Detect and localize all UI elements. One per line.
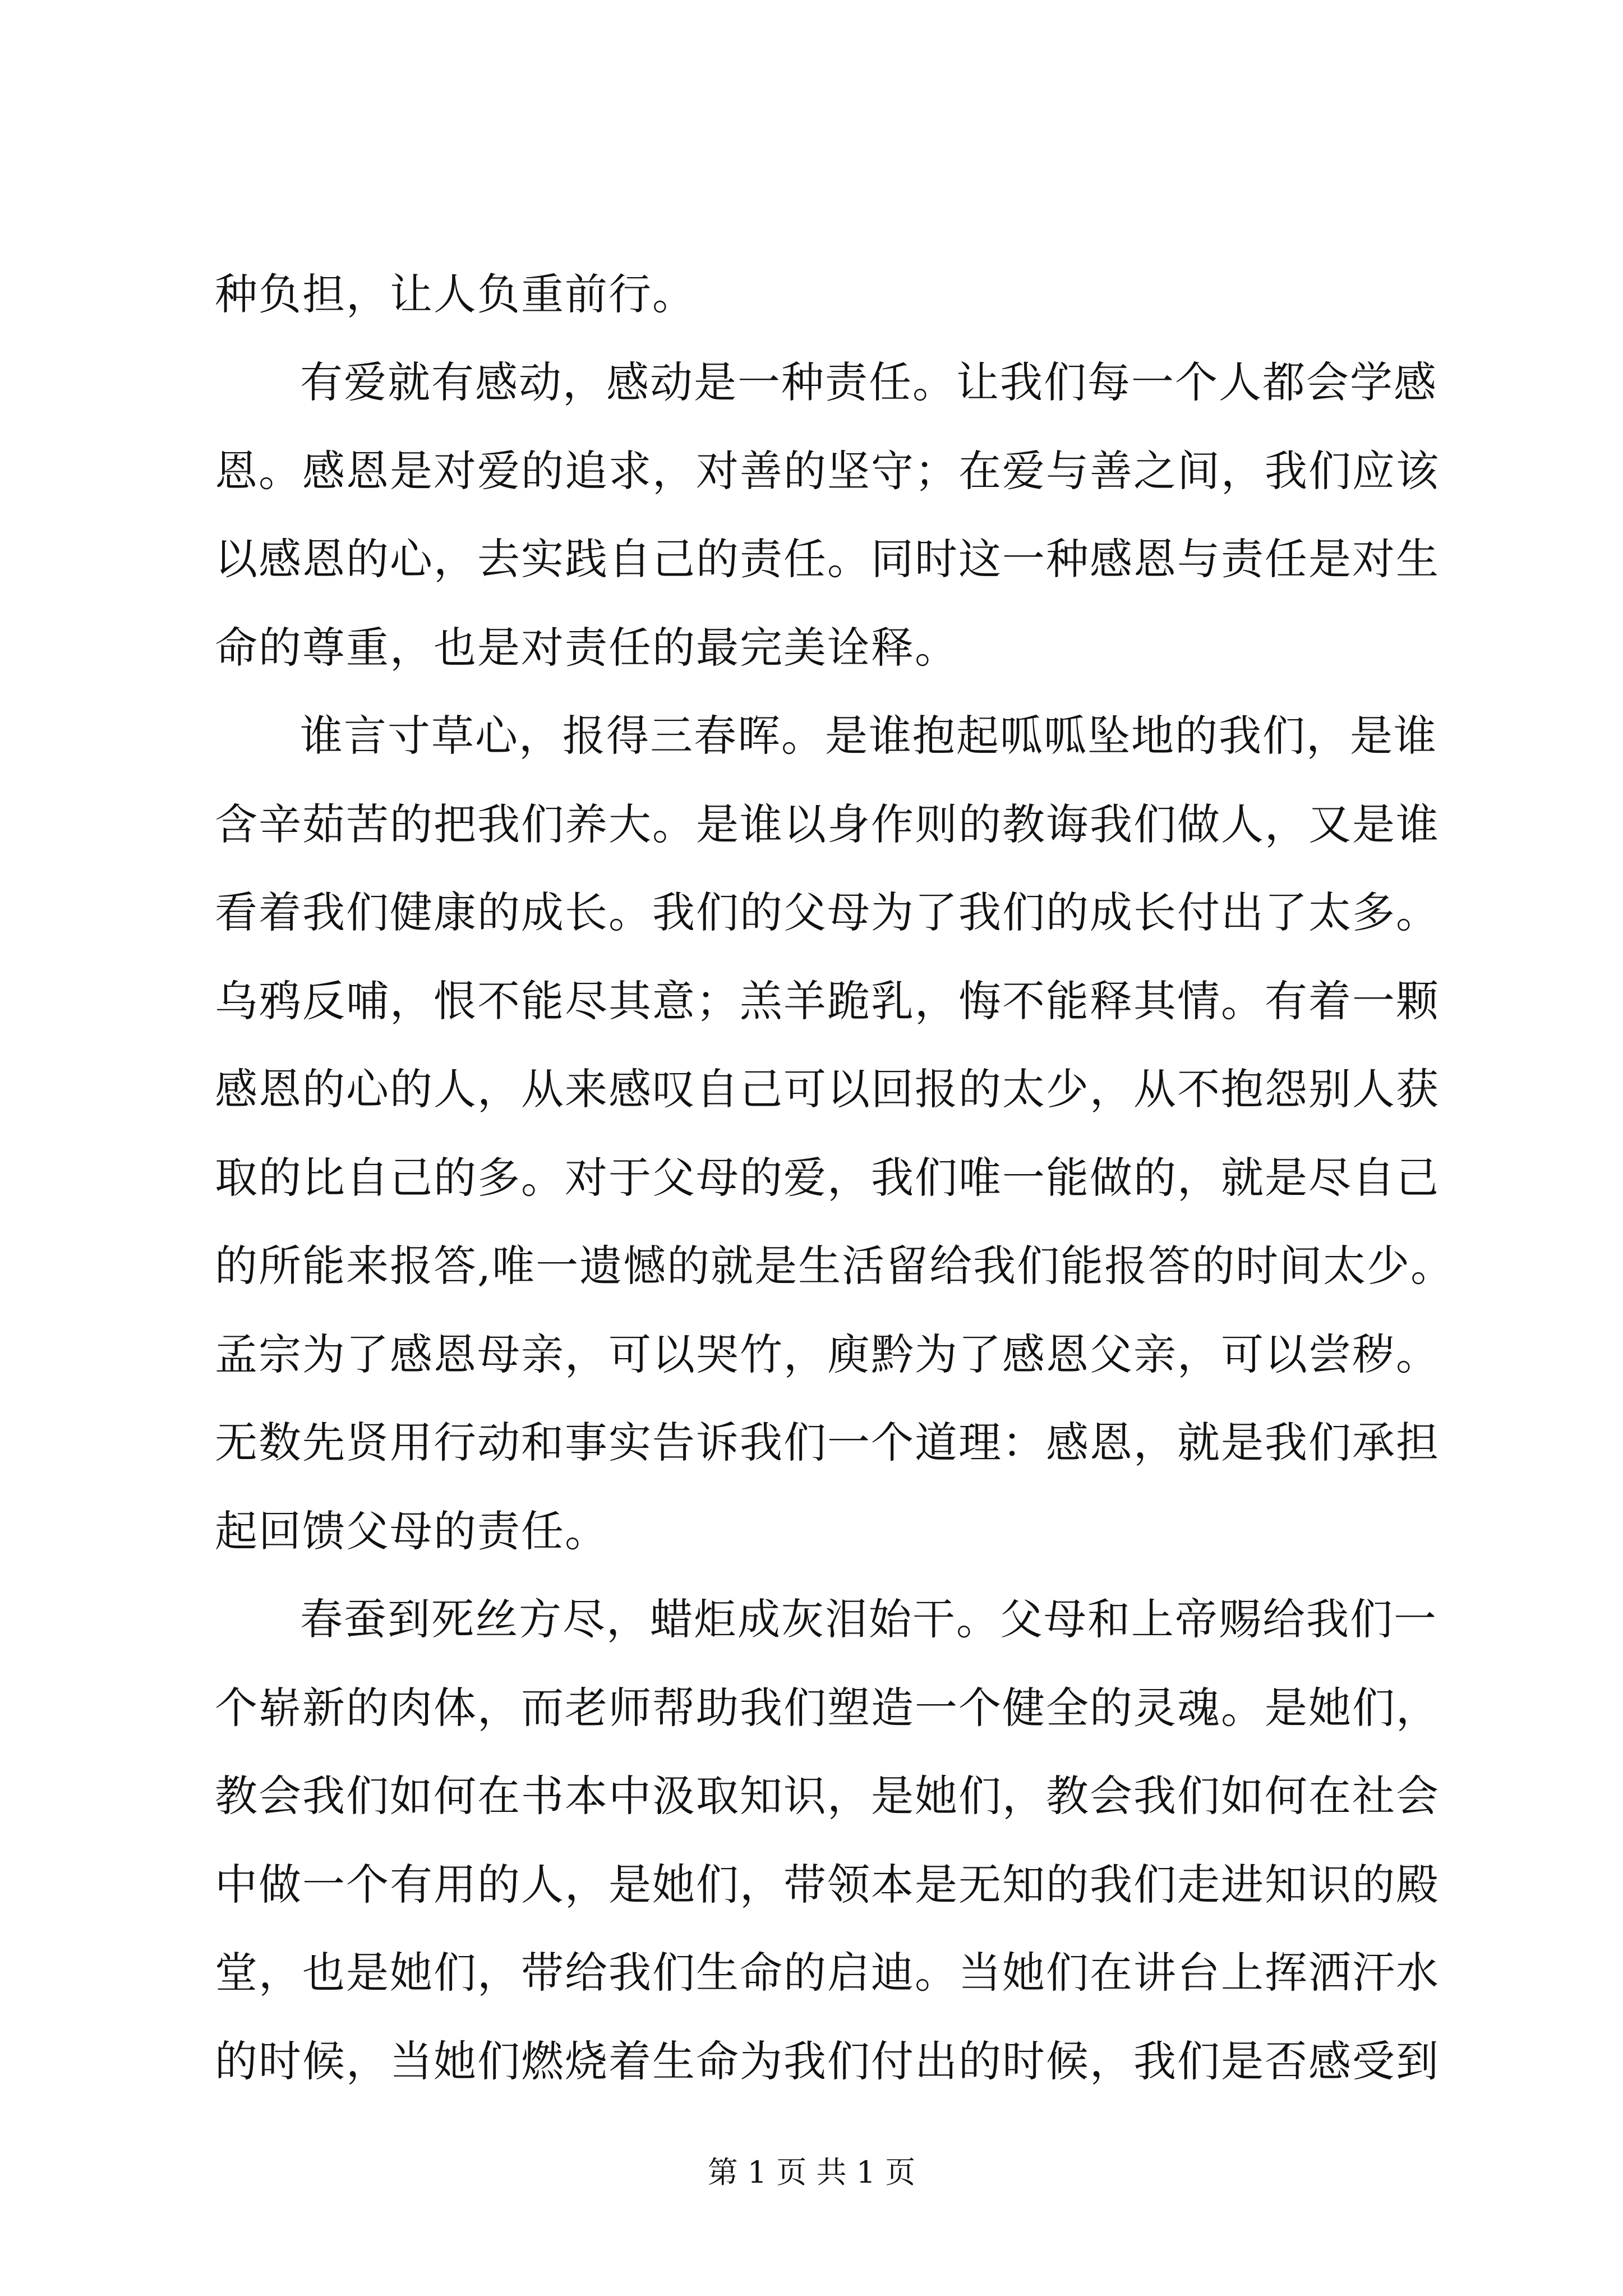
text-line: 含辛茹苦的把我们养大。是谁以身作则的教诲我们做人，又是谁 <box>215 799 1440 849</box>
text-line: 看着我们健康的成长。我们的父母为了我们的成长付出了太多。 <box>215 887 1440 937</box>
text-line: 无数先贤用行动和事实告诉我们一个道理：感恩，就是我们承担 <box>215 1418 1440 1467</box>
text-line: 种负担，让人负重前行。 <box>215 269 696 319</box>
text-line: 乌鸦反哺，恨不能尽其意；羔羊跪乳，悔不能释其情。有着一颗 <box>215 976 1440 1026</box>
text-line: 恩。感恩是对爱的追求，对善的坚守；在爱与善之间，我们应该 <box>215 446 1440 496</box>
text-line: 命的尊重，也是对责任的最完美诠释。 <box>215 623 958 673</box>
text-line: 感恩的心的人，从来感叹自己可以回报的太少，从不抱怨别人获 <box>215 1064 1440 1114</box>
page-footer: 第 1 页 共 1 页 <box>707 2155 916 2190</box>
text-line: 取的比自己的多。对于父母的爱，我们唯一能做的，就是尽自己 <box>215 1153 1440 1203</box>
text-line: 的所能来报答,唯一遗憾的就是生活留给我们能报答的时间太少。 <box>215 1241 1455 1291</box>
text-line: 起回馈父母的责任。 <box>215 1506 608 1556</box>
text-line: 堂，也是她们，带给我们生命的启迪。当她们在讲台上挥洒汗水 <box>215 1948 1440 1998</box>
text-line: 以感恩的心，去实践自己的责任。同时这一种感恩与责任是对生 <box>215 534 1440 584</box>
text-line: 教会我们如何在书本中汲取知识，是她们，教会我们如何在社会 <box>215 1771 1440 1821</box>
text-line: 有爱就有感动，感动是一种责任。让我们每一个人都会学感 <box>300 357 1437 407</box>
text-line: 的时候，当她们燃烧着生命为我们付出的时候，我们是否感受到 <box>215 2036 1440 2086</box>
text-line: 春蚕到死丝方尽，蜡炬成灰泪始干。父母和上帝赐给我们一 <box>300 1594 1437 1644</box>
text-line: 谁言寸草心，报得三春晖。是谁抱起呱呱坠地的我们，是谁 <box>300 711 1437 761</box>
text-line: 孟宗为了感恩母亲，可以哭竹，庾黔为了感恩父亲，可以尝秽。 <box>215 1329 1440 1379</box>
text-line: 个崭新的肉体，而老师帮助我们塑造一个健全的灵魂。是她们， <box>215 1683 1440 1733</box>
text-line: 中做一个有用的人，是她们，带领本是无知的我们走进知识的殿 <box>215 1860 1440 1910</box>
